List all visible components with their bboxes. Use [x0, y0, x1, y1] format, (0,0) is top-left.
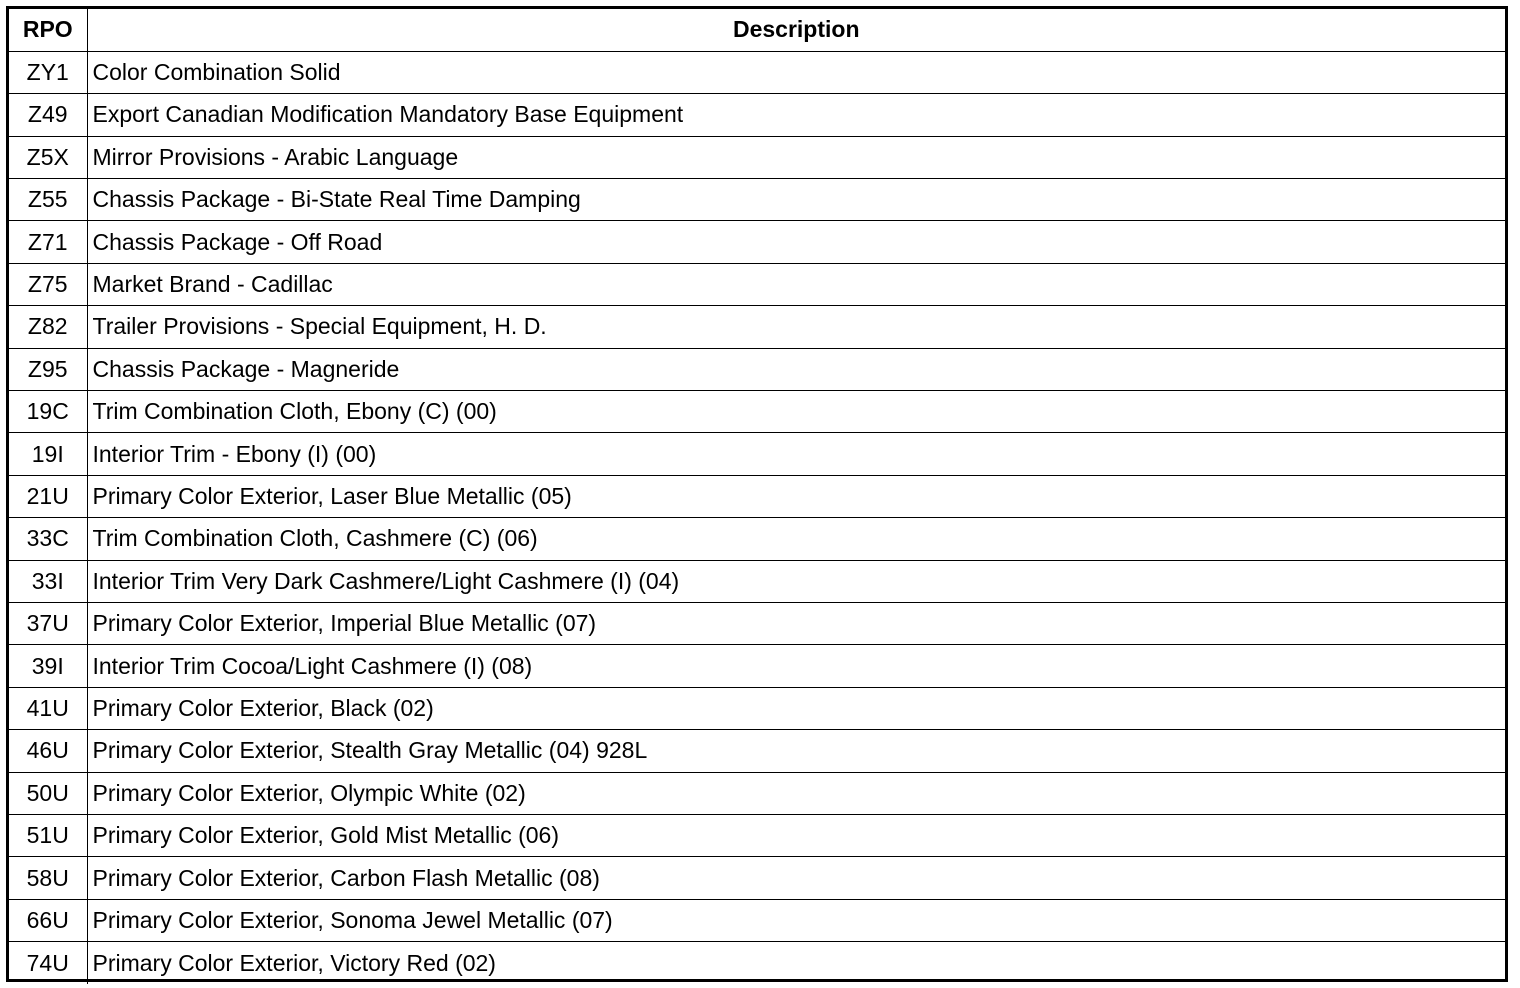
table-row	[9, 942, 1505, 984]
rpo-description: Chassis Package - Bi-State Real Time Damping	[87, 179, 1505, 221]
rpo-code: Z55	[9, 179, 87, 221]
table-row	[9, 899, 1505, 941]
rpo-code: 33C	[9, 518, 87, 560]
rpo-description: Primary Color Exterior, Stealth Gray Metallic (04) 928L	[87, 730, 1505, 772]
rpo-code: 37U	[9, 602, 87, 644]
rpo-code: 46U	[9, 730, 87, 772]
table-row	[9, 687, 1505, 729]
rpo-description: Trim Combination Cloth, Cashmere (C) (06)	[87, 518, 1505, 560]
table-row	[9, 645, 1505, 687]
rpo-code: 41U	[9, 687, 87, 729]
table-row	[9, 391, 1505, 433]
rpo-code: 50U	[9, 772, 87, 814]
rpo-description: Primary Color Exterior, Olympic White (02)	[87, 772, 1505, 814]
rpo-table-container	[6, 6, 1508, 982]
table-row	[9, 475, 1505, 517]
table-row	[9, 857, 1505, 899]
rpo-description: Trailer Provisions - Special Equipment, H. D.	[87, 306, 1505, 348]
header-rpo: RPO	[9, 9, 87, 51]
table-row	[9, 348, 1505, 390]
table-row	[9, 772, 1505, 814]
rpo-code: 58U	[9, 857, 87, 899]
rpo-description: Primary Color Exterior, Imperial Blue Metallic (07)	[87, 602, 1505, 644]
table-row	[9, 306, 1505, 348]
rpo-description: Interior Trim Very Dark Cashmere/Light Cashmere (I) (04)	[87, 560, 1505, 602]
table-header-row	[9, 9, 1505, 51]
rpo-code: Z71	[9, 221, 87, 263]
rpo-code: ZY1	[9, 51, 87, 93]
header-description: Description	[87, 9, 1505, 51]
rpo-code: Z95	[9, 348, 87, 390]
table-row	[9, 263, 1505, 305]
rpo-description: Primary Color Exterior, Victory Red (02)	[87, 942, 1505, 984]
table-row	[9, 136, 1505, 178]
rpo-description: Trim Combination Cloth, Ebony (C) (00)	[87, 391, 1505, 433]
rpo-code: 39I	[9, 645, 87, 687]
rpo-code: 66U	[9, 899, 87, 941]
rpo-code: 21U	[9, 475, 87, 517]
rpo-description: Chassis Package - Off Road	[87, 221, 1505, 263]
rpo-description: Primary Color Exterior, Gold Mist Metallic (06)	[87, 814, 1505, 856]
rpo-code: Z82	[9, 306, 87, 348]
rpo-code: 33I	[9, 560, 87, 602]
table-row	[9, 94, 1505, 136]
table-row	[9, 814, 1505, 856]
table-row	[9, 51, 1505, 93]
rpo-description: Market Brand - Cadillac	[87, 263, 1505, 305]
rpo-description: Primary Color Exterior, Sonoma Jewel Metallic (07)	[87, 899, 1505, 941]
rpo-description: Interior Trim Cocoa/Light Cashmere (I) (08)	[87, 645, 1505, 687]
rpo-description: Chassis Package - Magneride	[87, 348, 1505, 390]
table-row	[9, 602, 1505, 644]
table-row	[9, 518, 1505, 560]
rpo-code: 19C	[9, 391, 87, 433]
rpo-description: Interior Trim - Ebony (I) (00)	[87, 433, 1505, 475]
rpo-description: Primary Color Exterior, Carbon Flash Metallic (08)	[87, 857, 1505, 899]
rpo-description: Primary Color Exterior, Laser Blue Metallic (05)	[87, 475, 1505, 517]
rpo-code: 19I	[9, 433, 87, 475]
rpo-description: Color Combination Solid	[87, 51, 1505, 93]
rpo-description: Primary Color Exterior, Black (02)	[87, 687, 1505, 729]
rpo-table	[9, 9, 1505, 984]
rpo-code: 51U	[9, 814, 87, 856]
rpo-description: Export Canadian Modification Mandatory Base Equipment	[87, 94, 1505, 136]
rpo-code: 74U	[9, 942, 87, 984]
rpo-description: Mirror Provisions - Arabic Language	[87, 136, 1505, 178]
rpo-code: Z5X	[9, 136, 87, 178]
table-row	[9, 560, 1505, 602]
rpo-code: Z49	[9, 94, 87, 136]
table-row	[9, 730, 1505, 772]
rpo-code: Z75	[9, 263, 87, 305]
table-row	[9, 179, 1505, 221]
table-row	[9, 221, 1505, 263]
table-row	[9, 433, 1505, 475]
